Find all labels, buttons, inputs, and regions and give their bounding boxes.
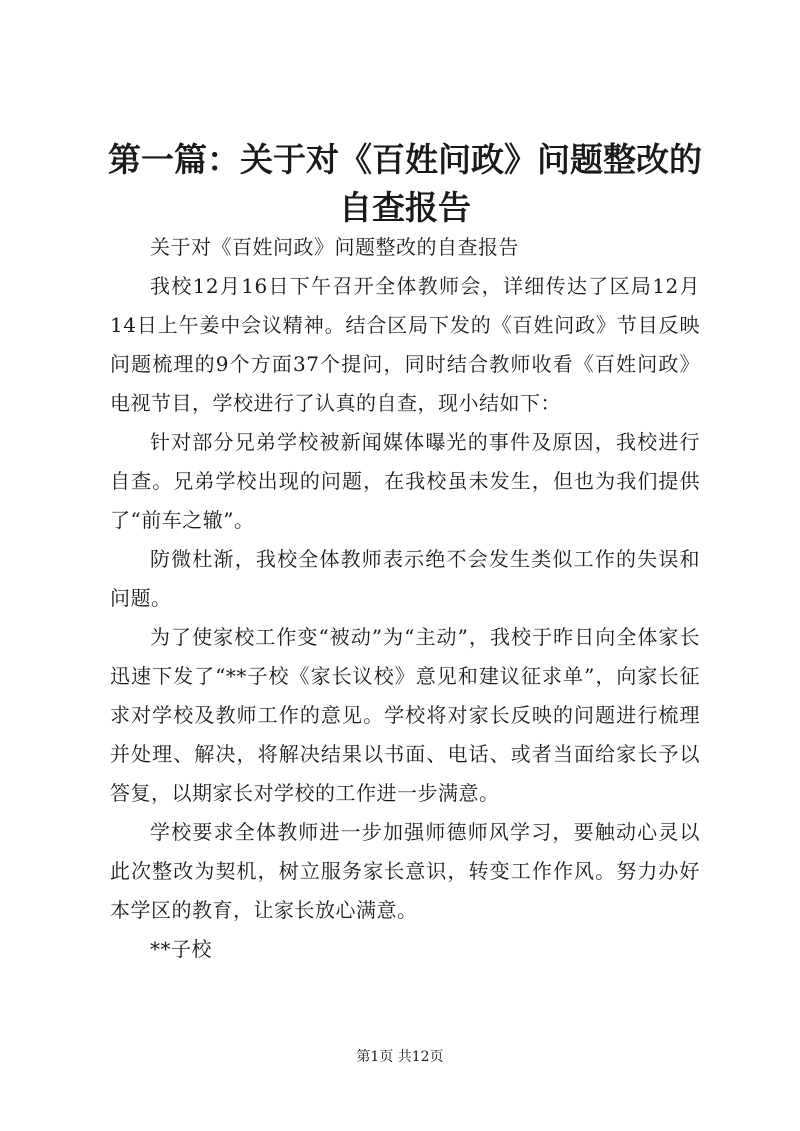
document-title: 第一篇：关于对《百姓问政》问题整改的自查报告 [108,140,702,227]
paragraph-teacher-ethics: 学校要求全体教师进一步加强师德师风学习，要触动心灵以此次整改为契机，树立服务家长意识，转变工作作风。努力办好本学区的教育，让家长放心满意。 [110,820,700,922]
document-body [110,228,700,969]
paragraph-meeting: 我校12月16日下午召开全体教师会，详细传达了区局12月14日上午姜中会议精神。结合区局下发的《百姓问政》节目反映问题梳理的9个方面37个提问，同时结合教师收看《百姓问政》电视节目，学校进行了认真的自查，现小结如下： [110,274,700,415]
paragraph-subtitle: 关于对《百姓问政》问题整改的自查报告 [150,235,519,259]
paragraph-home-school: 为了使家校工作变“被动”为“主动”，我校于昨日向全体家长迅速下发了“**子校《家长议校》意见和建议征求单”，向家长征求对学校及教师工作的意见。学校将对家长反映的问题进行梳理并处理、解决，将解决结果以书面、电话、或者当面给家长予以答复，以期家长对学校的工作进一步满意。 [110,625,700,805]
page-footer: 第1页 共12页 [356,1049,444,1065]
paragraph-signature: **子校 [150,937,212,961]
paragraph-self-check: 针对部分兄弟学校被新闻媒体曝光的事件及原因，我校进行自查。兄弟学校出现的问题，在我校虽未发生，但也为我们提供了“前车之辙”。 [110,430,700,532]
paragraph-prevention: 防微杜渐，我校全体教师表示绝不会发生类似工作的失误和问题。 [110,547,700,610]
